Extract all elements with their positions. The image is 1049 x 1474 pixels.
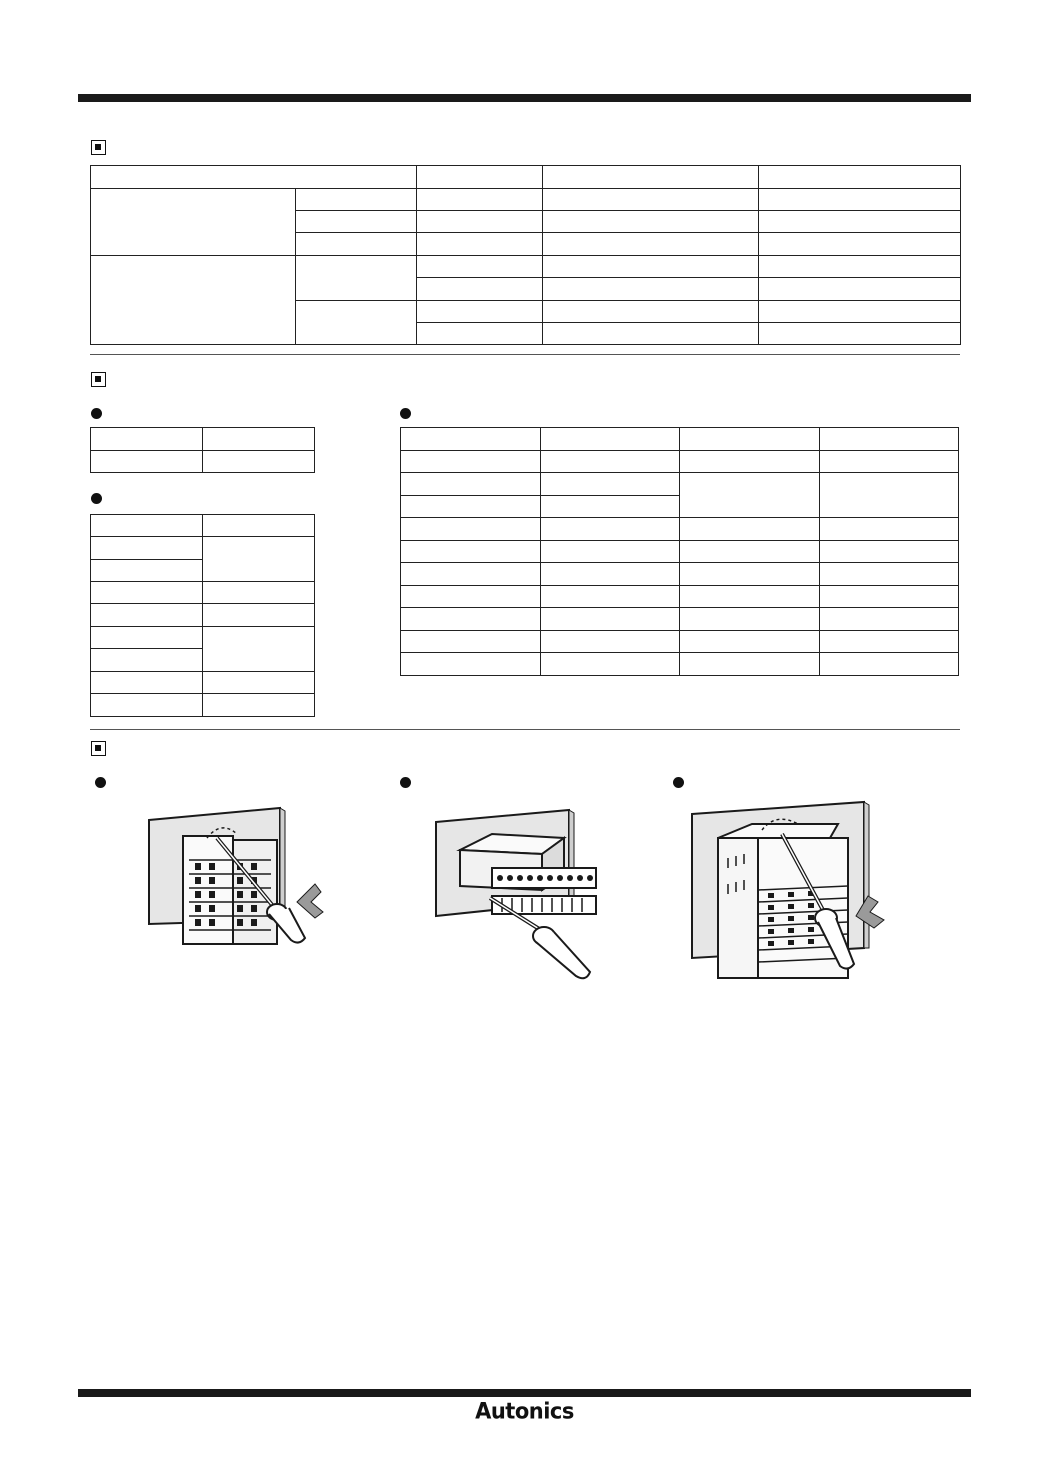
small-table-b — [90, 514, 315, 717]
table-cell — [203, 672, 315, 694]
table-cell — [759, 233, 961, 256]
table-cell — [296, 233, 417, 256]
table-cell — [91, 604, 203, 627]
table-cell — [759, 323, 961, 345]
table-cell — [296, 301, 417, 345]
bullet-icon — [95, 777, 106, 788]
table-cell — [203, 694, 315, 717]
table-cell — [759, 256, 961, 278]
table-cell — [680, 563, 820, 586]
table-cell — [820, 563, 959, 586]
remove-terminal-block-illustration — [432, 802, 607, 992]
table-cell — [296, 256, 417, 301]
table-cell — [91, 189, 296, 256]
table-cell — [91, 537, 203, 560]
table-cell — [91, 166, 417, 189]
table-cell — [401, 631, 541, 653]
table-cell — [820, 631, 959, 653]
table-cell — [759, 301, 961, 323]
table-cell — [680, 541, 820, 563]
remove-sensor-head-illustration — [145, 802, 335, 952]
table-cell — [401, 518, 541, 541]
table-cell — [417, 166, 543, 189]
table-cell — [91, 515, 203, 537]
table-cell — [820, 473, 959, 518]
table-cell — [401, 541, 541, 563]
table-cell — [820, 541, 959, 563]
section-divider — [90, 354, 960, 355]
table-cell — [680, 451, 820, 473]
table-cell — [417, 323, 543, 345]
table-cell — [91, 627, 203, 649]
table-cell — [759, 278, 961, 301]
table-cell — [759, 166, 961, 189]
table-cell — [820, 518, 959, 541]
table-cell — [543, 166, 759, 189]
bullet-icon — [91, 493, 102, 504]
table-cell — [203, 627, 315, 672]
table-cell — [203, 515, 315, 537]
table-cell — [680, 428, 820, 451]
table-cell — [543, 233, 759, 256]
table-cell — [91, 256, 296, 345]
table-cell — [541, 428, 680, 451]
table-cell — [541, 518, 680, 541]
table-cell — [401, 608, 541, 631]
table-cell — [401, 496, 541, 518]
table-cell — [820, 586, 959, 608]
table-cell — [417, 278, 543, 301]
table-cell — [759, 211, 961, 233]
table-cell — [543, 278, 759, 301]
table-cell — [91, 672, 203, 694]
table-cell — [91, 582, 203, 604]
table-cell — [543, 323, 759, 345]
table-cell — [203, 537, 315, 582]
table-cell — [417, 233, 543, 256]
section-3-marker-icon — [91, 741, 106, 756]
table-cell — [401, 586, 541, 608]
large-table — [400, 427, 959, 676]
remove-large-unit-illustration — [688, 798, 888, 988]
table-cell — [541, 496, 680, 518]
table-cell — [91, 560, 203, 582]
header-rule — [78, 94, 971, 102]
bullet-icon — [400, 408, 411, 419]
table-cell — [541, 608, 680, 631]
bullet-icon — [400, 777, 411, 788]
table-cell — [541, 631, 680, 653]
table-cell — [680, 518, 820, 541]
table-cell — [401, 428, 541, 451]
table-cell — [296, 211, 417, 233]
table-cell — [543, 256, 759, 278]
table-cell — [541, 563, 680, 586]
table-cell — [91, 649, 203, 672]
table-cell — [820, 428, 959, 451]
table-cell — [401, 653, 541, 676]
table-cell — [543, 301, 759, 323]
table-cell — [541, 541, 680, 563]
autonics-logo: Autonics — [475, 1398, 574, 1424]
table-cell — [203, 582, 315, 604]
table-cell — [91, 428, 203, 451]
table-cell — [203, 604, 315, 627]
table-cell — [417, 211, 543, 233]
table-cell — [401, 451, 541, 473]
footer-rule — [78, 1389, 971, 1397]
table-cell — [543, 189, 759, 211]
table-cell — [91, 451, 203, 473]
table-cell — [203, 428, 315, 451]
table-cell — [543, 211, 759, 233]
table-cell — [820, 653, 959, 676]
table-cell — [541, 473, 680, 496]
bullet-icon — [673, 777, 684, 788]
table-cell — [401, 563, 541, 586]
table-cell — [759, 189, 961, 211]
table-cell — [91, 694, 203, 717]
section-2-marker-icon — [91, 372, 106, 387]
table-cell — [296, 189, 417, 211]
table-cell — [417, 256, 543, 278]
table-cell — [541, 586, 680, 608]
section-1-marker-icon — [91, 140, 106, 155]
table-cell — [680, 653, 820, 676]
table-cell — [417, 189, 543, 211]
small-table-a — [90, 427, 315, 473]
table-cell — [541, 451, 680, 473]
table-cell — [680, 473, 820, 518]
section-divider — [90, 729, 960, 730]
table-cell — [417, 301, 543, 323]
specification-table — [90, 165, 961, 345]
table-cell — [203, 451, 315, 473]
table-cell — [401, 473, 541, 496]
table-cell — [820, 608, 959, 631]
table-cell — [541, 653, 680, 676]
table-cell — [680, 608, 820, 631]
table-cell — [820, 451, 959, 473]
bullet-icon — [91, 408, 102, 419]
table-cell — [680, 586, 820, 608]
table-cell — [680, 631, 820, 653]
